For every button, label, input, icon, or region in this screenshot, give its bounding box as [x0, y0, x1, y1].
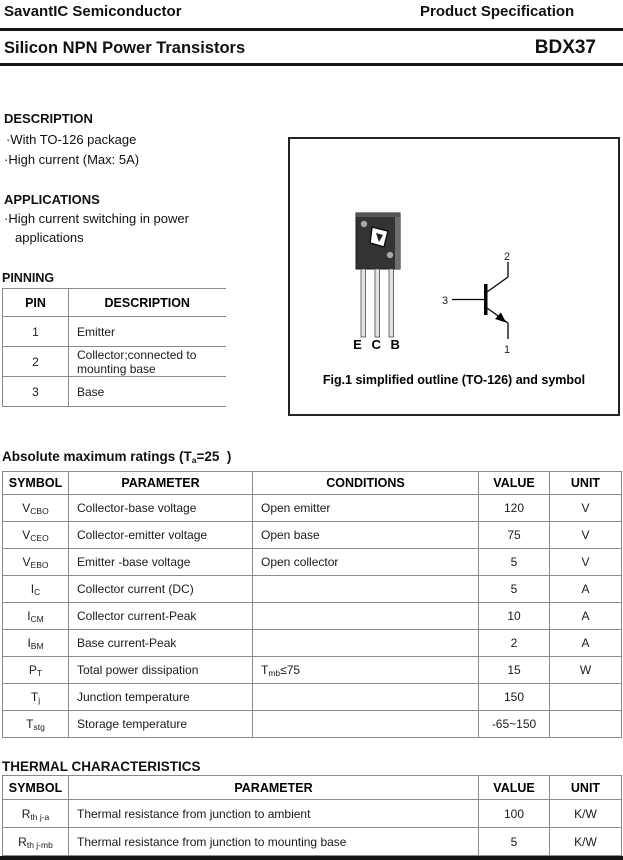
- table-cell: [550, 711, 622, 738]
- figure-caption: Fig.1 simplified outline (TO-126) and symbol: [322, 373, 586, 387]
- applications-item: ·High current switching in power: [4, 211, 189, 226]
- header-row: [3, 472, 622, 495]
- table-cell: 5: [479, 549, 550, 576]
- abs-ratings-table: [2, 471, 622, 738]
- table-cell: $V_{CEO}$: [3, 522, 69, 549]
- symbol-pin-2: 2: [504, 251, 511, 263]
- table-cell: Collector;connected to mounting base: [69, 347, 226, 377]
- table-cell: A: [550, 630, 622, 657]
- header-rule-top: [0, 28, 623, 31]
- figure-box: [288, 137, 620, 416]
- abs-ratings-heading-post: =25 ): [196, 449, 232, 464]
- table-cell: K/W: [550, 828, 622, 856]
- table-cell: V: [550, 495, 622, 522]
- table-cell: $R_{th j-mb}$: [3, 828, 69, 856]
- table-cell: 150: [479, 684, 550, 711]
- table-cell: 5: [479, 828, 550, 856]
- table-row: [3, 522, 622, 549]
- table-cell: 75: [479, 522, 550, 549]
- column-header: PIN: [3, 289, 69, 317]
- symbol-pin-1: 1: [504, 344, 511, 356]
- table-cell: $T_{stg}$: [3, 711, 69, 738]
- symbol-pin-3: 3: [442, 295, 449, 307]
- npn-transistor-symbol: [442, 251, 552, 366]
- column-header: UNIT: [550, 472, 622, 495]
- table-row: [3, 711, 622, 738]
- abs-ratings-heading-pre: Absolute maximum ratings (T: [2, 449, 192, 464]
- header-rule-bottom: [0, 63, 623, 66]
- column-header: SYMBOL: [3, 776, 69, 800]
- table-cell: 15: [479, 657, 550, 684]
- table-cell: 3: [3, 377, 69, 407]
- table-row: [3, 828, 622, 856]
- table-cell: 2: [479, 630, 550, 657]
- column-header: PARAMETER: [69, 472, 253, 495]
- column-header: DESCRIPTION: [69, 289, 226, 317]
- table-cell: A: [550, 576, 622, 603]
- table-cell: $I_{CM}$: [3, 603, 69, 630]
- table-cell: $P_T$: [3, 657, 69, 684]
- table-cell: [253, 576, 479, 603]
- table-row: [3, 603, 622, 630]
- table-row: [3, 657, 622, 684]
- table-cell: $T_{mb}\le 75$: [253, 657, 479, 684]
- table-cell: V: [550, 522, 622, 549]
- table-row: [3, 377, 226, 407]
- table-row: [3, 630, 622, 657]
- table-cell: Open base: [253, 522, 479, 549]
- header-row: [3, 289, 226, 317]
- table-cell: $T_j$: [3, 684, 69, 711]
- table-cell: Collector-emitter voltage: [69, 522, 253, 549]
- table-cell: $V_{EBO}$: [3, 549, 69, 576]
- description-item: ·With TO-126 package: [6, 132, 137, 147]
- table-cell: [550, 684, 622, 711]
- table-cell: [253, 603, 479, 630]
- table-cell: K/W: [550, 800, 622, 828]
- table-row: [3, 684, 622, 711]
- table-cell: $I_{BM}$: [3, 630, 69, 657]
- table-cell: 120: [479, 495, 550, 522]
- column-header: SYMBOL: [3, 472, 69, 495]
- column-header: PARAMETER: [69, 776, 479, 800]
- table-cell: W: [550, 657, 622, 684]
- description-heading: DESCRIPTION: [4, 111, 93, 126]
- applications-item: applications: [15, 230, 84, 245]
- table-cell: V: [550, 549, 622, 576]
- table-cell: $I_C$: [3, 576, 69, 603]
- table-row: [3, 549, 622, 576]
- to126-package-drawing: [348, 211, 408, 341]
- column-header: VALUE: [479, 776, 550, 800]
- table-row: [3, 317, 226, 347]
- page-title: Silicon NPN Power Transistors: [4, 39, 246, 57]
- table-cell: Collector current-Peak: [69, 603, 253, 630]
- part-number: BDX37: [534, 37, 596, 58]
- table-cell: Collector-base voltage: [69, 495, 253, 522]
- thermal-heading: THERMAL CHARACTERISTICS: [2, 759, 201, 774]
- table-cell: Thermal resistance from junction to ambient: [69, 800, 479, 828]
- table-cell: Emitter: [69, 317, 226, 347]
- table-cell: Storage temperature: [69, 711, 253, 738]
- table-cell: A: [550, 603, 622, 630]
- pinning-heading: PINNING: [2, 271, 55, 285]
- table-row: [3, 347, 226, 377]
- package-pin-labels: E C B: [353, 337, 403, 352]
- header-row: [3, 776, 622, 800]
- company-name: SavantIC Semiconductor: [4, 3, 182, 20]
- table-cell: [253, 684, 479, 711]
- table-cell: 10: [479, 603, 550, 630]
- table-cell: $R_{th j-a}$: [3, 800, 69, 828]
- applications-heading: APPLICATIONS: [4, 192, 100, 207]
- abs-ratings-heading-sub: a: [191, 455, 197, 465]
- table-cell: Thermal resistance from junction to mounting base: [69, 828, 479, 856]
- thermal-table: [2, 775, 622, 856]
- table-cell: Base: [69, 377, 226, 407]
- spec-label: Product Specification: [420, 3, 575, 20]
- table-cell: [253, 711, 479, 738]
- table-row: [3, 576, 622, 603]
- table-cell: Open collector: [253, 549, 479, 576]
- description-item: ·High current (Max: 5A): [4, 152, 140, 167]
- table-row: [3, 800, 622, 828]
- column-header: CONDITIONS: [253, 472, 479, 495]
- table-row: [3, 495, 622, 522]
- table-cell: Collector current (DC): [69, 576, 253, 603]
- page-bottom-rule: [0, 856, 623, 860]
- table-cell: -65~150: [479, 711, 550, 738]
- table-cell: Base current-Peak: [69, 630, 253, 657]
- table-cell: 100: [479, 800, 550, 828]
- table-cell: 1: [3, 317, 69, 347]
- table-cell: [253, 630, 479, 657]
- column-header: UNIT: [550, 776, 622, 800]
- abs-ratings-heading: [2, 449, 231, 464]
- table-cell: Junction temperature: [69, 684, 253, 711]
- table-cell: Open emitter: [253, 495, 479, 522]
- pinning-table: [2, 288, 226, 407]
- column-header: VALUE: [479, 472, 550, 495]
- table-cell: 5: [479, 576, 550, 603]
- table-cell: 2: [3, 347, 69, 377]
- table-cell: Total power dissipation: [69, 657, 253, 684]
- table-cell: $V_{CBO}$: [3, 495, 69, 522]
- table-cell: Emitter -base voltage: [69, 549, 253, 576]
